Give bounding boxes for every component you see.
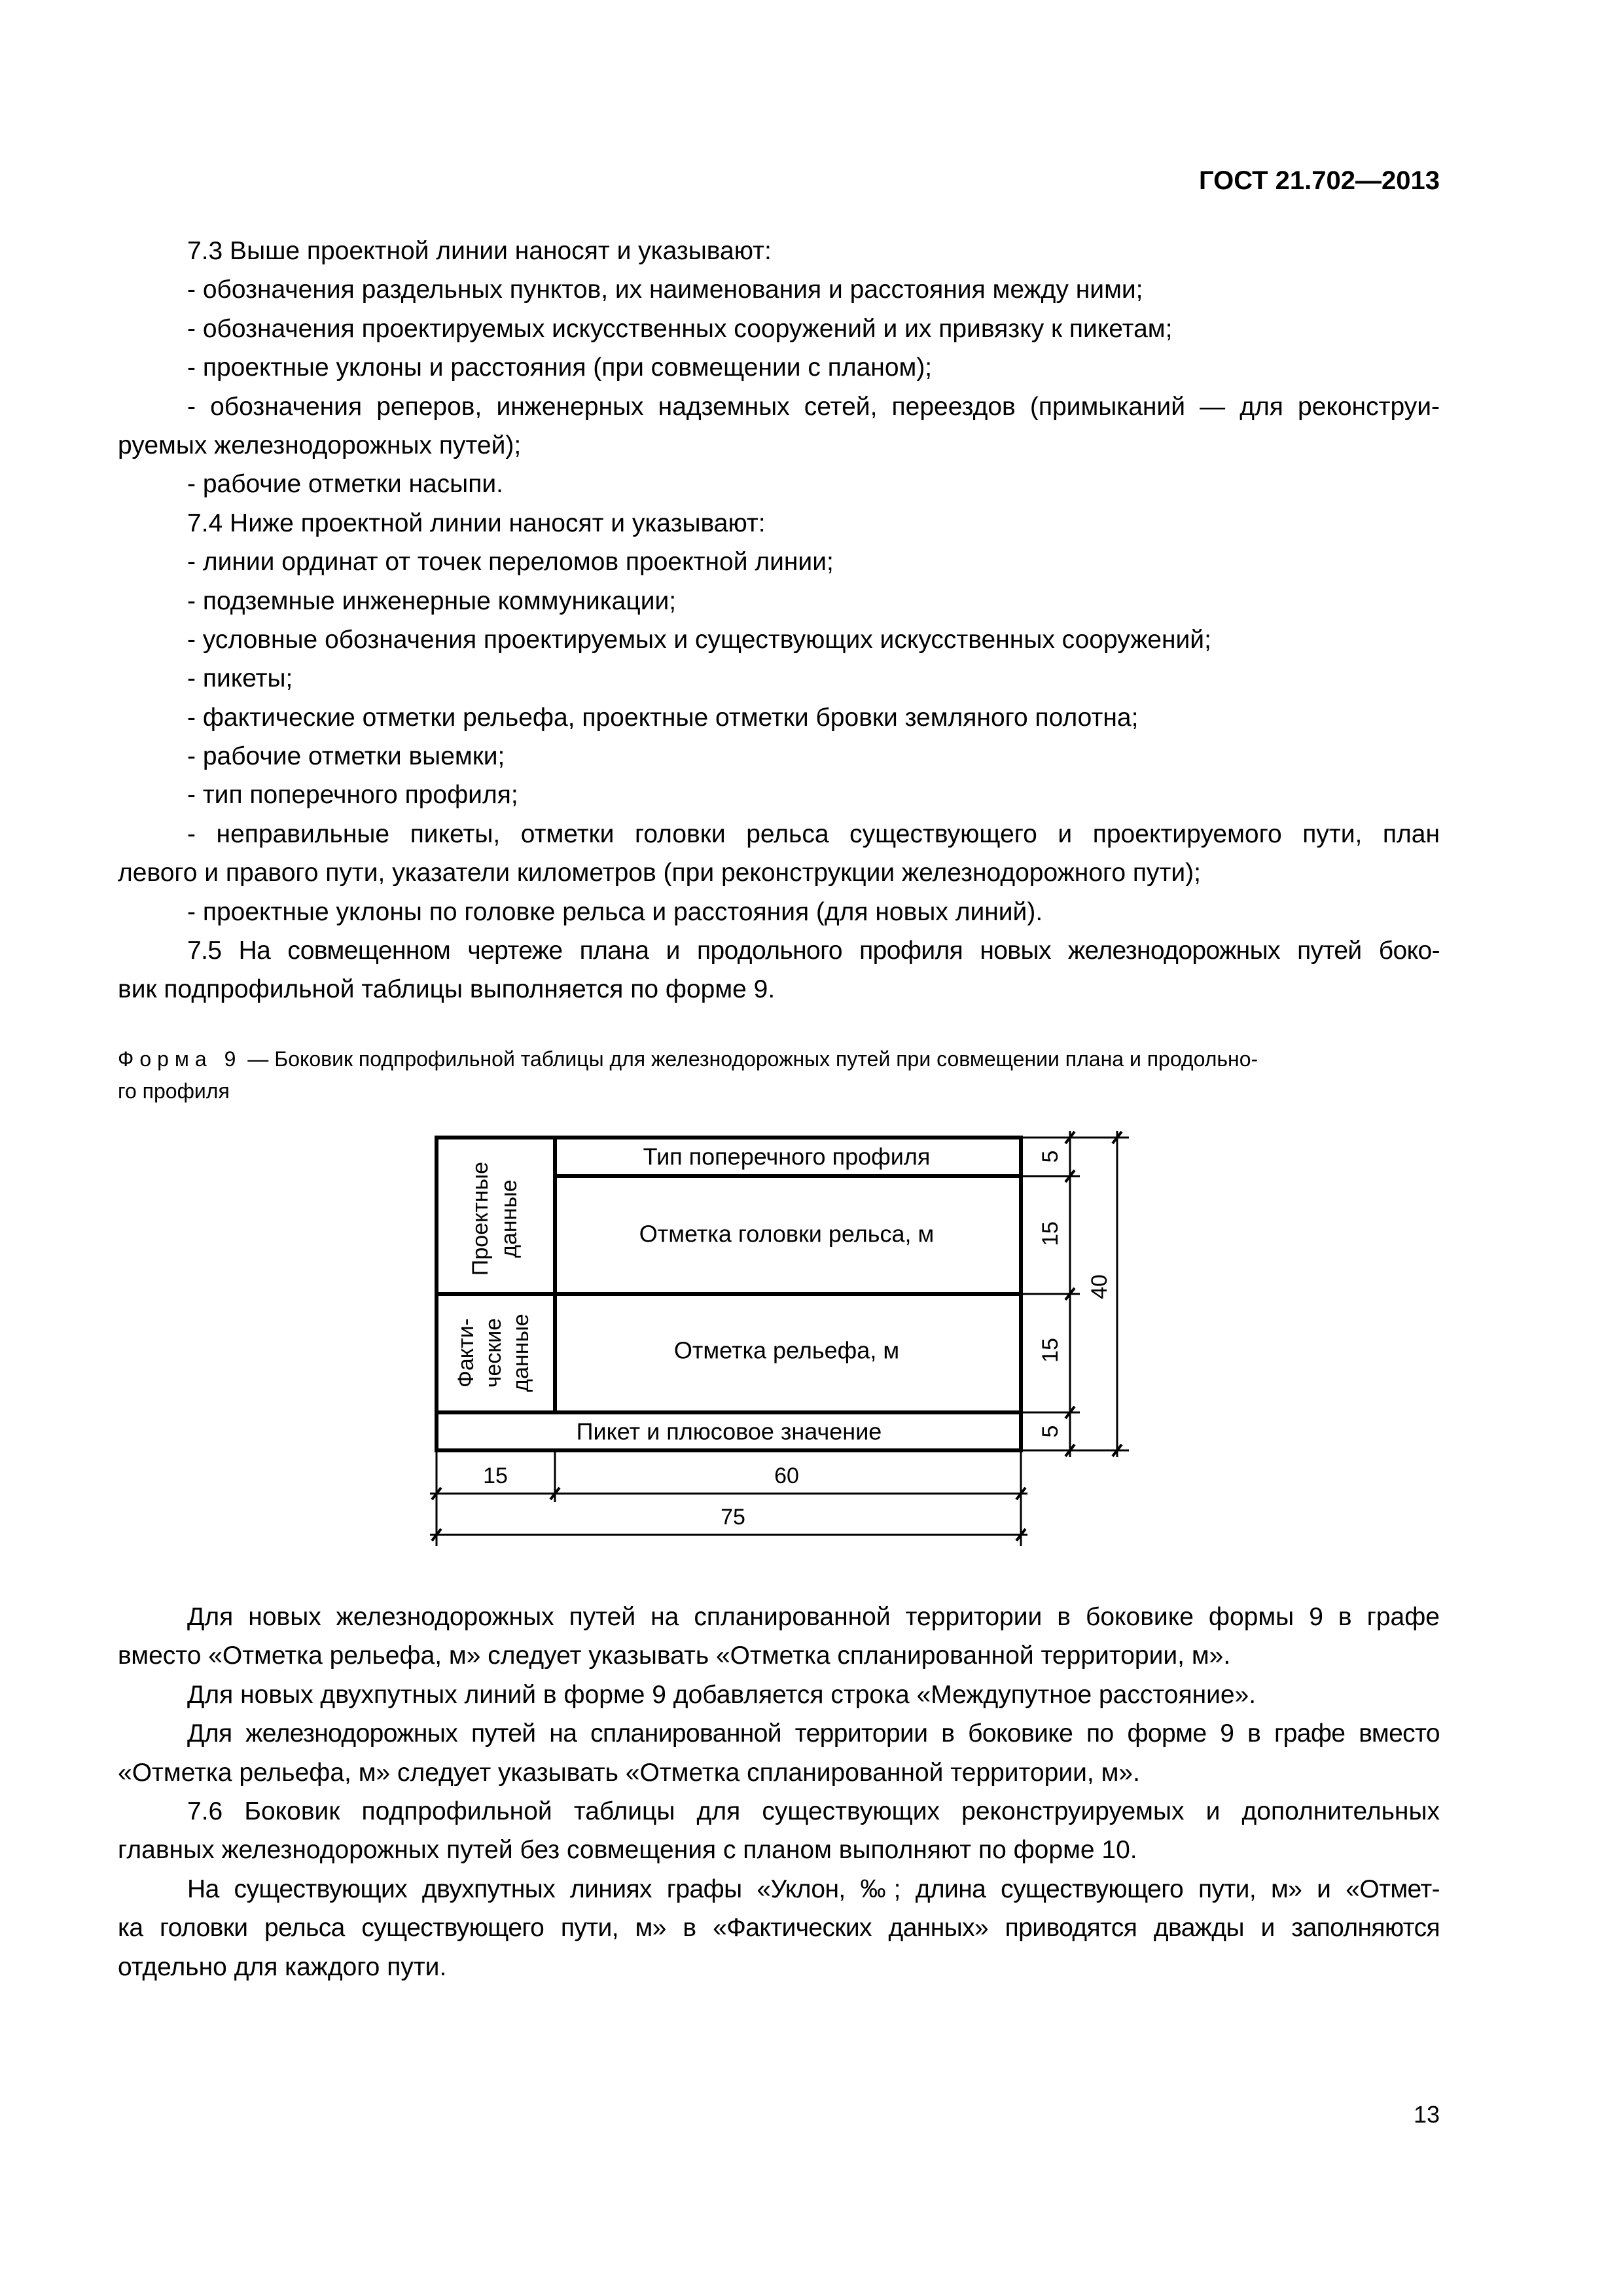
- dimension-value: 15: [483, 1463, 508, 1488]
- group-label-design: Проектные: [468, 1161, 493, 1276]
- group-label-actual: ческие: [481, 1318, 506, 1388]
- row-label-terrain: Отметка рельефа, м: [673, 1336, 900, 1364]
- text-line: - обозначения реперов, инженерных надземных сетей, переездов (примыканий — для реконструи-: [187, 392, 1440, 421]
- text-line: вик подпрофильной таблицы выполняется по форме 9.: [118, 975, 776, 1004]
- dimension-value: 60: [774, 1463, 799, 1488]
- text-line: - обозначения проектируемых искусственных сооружений и их привязку к пикетам;: [187, 314, 1173, 343]
- text-line: руемых железнодорожных путей);: [118, 431, 522, 459]
- text-line: - тип поперечного профиля;: [187, 781, 518, 810]
- text-line: вместо «Отметка рельефа, м» следует указывать «Отметка спланированной территории, м».: [118, 1641, 1231, 1670]
- group-label-actual: Факти-: [454, 1318, 478, 1388]
- text-line: На существующих двухпутных линиях графы «Уклон, ‰; длина существующего пути, м» и «Отмет-: [187, 1874, 1440, 1903]
- text-line: 7.4 Ниже проектной линии наносят и указывают:: [187, 509, 766, 537]
- text-line: 7.3 Выше проектной линии наносят и указывают:: [187, 237, 772, 265]
- page-number: 13: [1413, 2101, 1440, 2128]
- text-line: 7.6 Боковик подпрофильной таблицы для существующих реконструируемых и дополнительных: [187, 1797, 1440, 1825]
- text-line: «Отметка рельефа, м» следует указывать «Отметка спланированной территории, м».: [118, 1758, 1140, 1787]
- dimension-value: 15: [1038, 1338, 1063, 1363]
- text-line: - условные обозначения проектируемых и существующих искусственных сооружений;: [187, 625, 1211, 654]
- text-line: - пикеты;: [187, 664, 293, 693]
- caption-text: — Боковик подпрофильной таблицы для железнодорожных путей при совмещении плана и продольно-: [241, 1047, 1258, 1071]
- caption-text-cont: го профиля: [118, 1079, 230, 1103]
- text-line: - проектные уклоны и расстояния (при совмещении с планом);: [187, 353, 933, 382]
- dimension-value: 5: [1038, 1425, 1063, 1438]
- text-line: - рабочие отметки выемки;: [187, 742, 505, 771]
- group-label-design: данные: [497, 1179, 522, 1258]
- text-line: ка головки рельса существующего пути, м» в «Фактических данных» приводятся дважды и заполняются: [118, 1914, 1440, 1943]
- caption-label: Форма 9: [118, 1047, 242, 1071]
- document-designation: ГОСТ 21.702—2013: [1198, 166, 1440, 195]
- text-line: Для новых двухпутных линий в форме 9 добавляется строка «Междупутное расстояние».: [187, 1680, 1257, 1709]
- text-line: - фактические отметки рельефа, проектные отметки бровки земляного полотна;: [187, 703, 1139, 732]
- text-line: главных железнодорожных путей без совмещения с планом выполняют по форме 10.: [118, 1836, 1137, 1865]
- text-line: - неправильные пикеты, отметки головки рельса существующего и проектируемого пути, план: [187, 819, 1440, 848]
- text-line: 7.5 На совмещенном чертеже плана и продольного профиля новых железнодорожных путей боко-: [187, 937, 1440, 965]
- group-label-actual: данные: [508, 1314, 533, 1392]
- text-line: - рабочие отметки насыпи.: [187, 470, 503, 499]
- text-line: - линии ординат от точек переломов проектной линии;: [187, 548, 834, 577]
- text-line: левого и правого пути, указатели километров (при реконструкции железнодорожного пути);: [118, 859, 1202, 888]
- section-7-5-7-6: [118, 1598, 1440, 1986]
- text-line: Для новых железнодорожных путей на спланированной территории в боковике формы 9 в графе: [187, 1603, 1440, 1631]
- text-line: - проектные уклоны по головке рельса и расстояния (для новых линий).: [187, 897, 1043, 926]
- text-line: - обозначения раздельных пунктов, их наименования и расстояния между ними;: [187, 276, 1143, 304]
- dimension-value: 75: [721, 1505, 745, 1530]
- text-line: Для железнодорожных путей на спланированной территории в боковике по форме 9 в графе вместо: [187, 1719, 1440, 1748]
- dimension-value: 15: [1038, 1221, 1063, 1246]
- text-line: отдельно для каждого пути.: [118, 1952, 447, 1981]
- row-label-cross-profile: Тип поперечного профиля: [643, 1143, 931, 1170]
- dimension-value: 5: [1038, 1150, 1063, 1163]
- text-line: - подземные инженерные коммуникации;: [187, 586, 677, 615]
- row-label-rail-head: Отметка головки рельса, м: [639, 1220, 935, 1247]
- dimension-value: 40: [1087, 1274, 1112, 1299]
- row-label-picket: Пикет и плюсовое значение: [576, 1418, 882, 1445]
